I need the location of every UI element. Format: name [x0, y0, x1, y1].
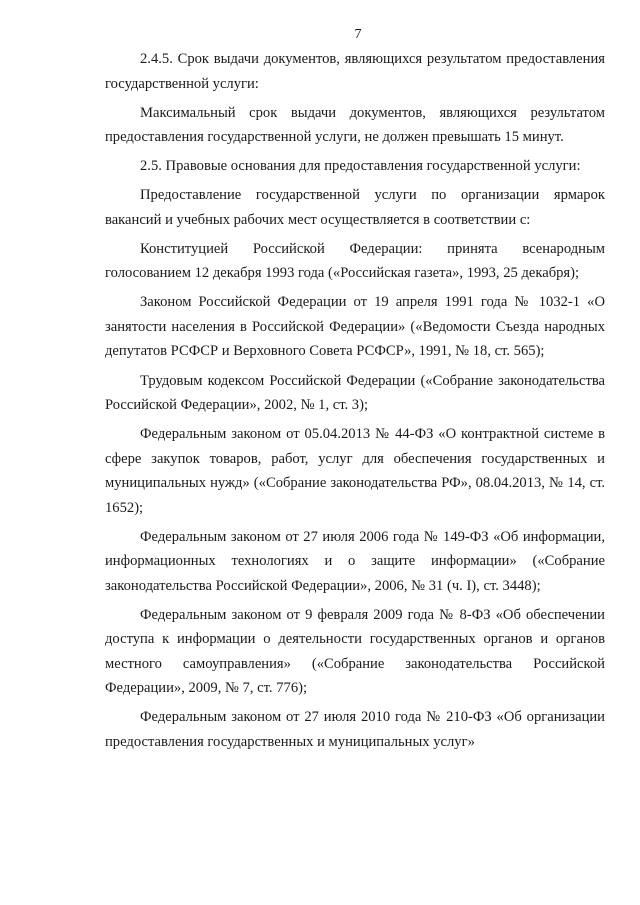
paragraph-2-5-heading: 2.5. Правовые основания для предоставления государственной услуги: [140, 158, 581, 175]
paragraph-legal-basis-intro: Предоставление государственной услуги по организации ярмарок вакансий и учебных рабочих мест осуществляется в соответствии с: [105, 187, 605, 228]
paragraph-max-issue-time: Максимальный срок выдачи документов, являющихся результатом предоставления государственной услуги, не должен превышать 15 минут. [105, 104, 605, 146]
paragraph-210-fz: Федеральным законом от 27 июля 2010 года № 210-ФЗ «Об организации предоставления государственных и муниципальных услуг» [105, 709, 605, 750]
paragraph-employment-law: Законом Российской Федерации от 19 апреля 1991 года № 1032-1 «О занятости населения в Российской Федерации» («Ведомости Съезда народных депутатов РСФСР и Верховного Совета РСФСР», 1991, № 18, ст. 565); [105, 294, 605, 360]
paragraph-constitution: Конституцией Российской Федерации: принята всенародным голосованием 12 декабря 1993 года («Российская газета», 1993, 25 декабря); [105, 240, 605, 282]
page-number: 7 [354, 27, 362, 42]
paragraph-2-4-5-heading: 2.4.5. Срок выдачи документов, являющихся результатом предоставления государственной услуги: [105, 51, 605, 92]
document-body [105, 47, 605, 759]
paragraph-149-fz: Федеральным законом от 27 июля 2006 года № 149-ФЗ «Об информации, информационных технологиях и о защите информации» («Собрание законодательства Российской Федерации», 2006, № 31 (ч. I), ст. 3448); [105, 528, 605, 594]
paragraph-labour-code: Трудовым кодексом Российской Федерации («Собрание законодательства Российской Федерации», 2002, № 1, ст. 3); [105, 372, 605, 414]
paragraph-8-fz: Федеральным законом от 9 февраля 2009 года № 8-ФЗ «Об обеспечении доступа к информации о деятельности государственных органов и органов местного самоуправления» («Собрание законодательства Российской Федерации», 2009, № 7, ст. 776); [105, 606, 605, 697]
paragraph-44-fz: Федеральным законом от 05.04.2013 № 44-ФЗ «О контрактной системе в сфере закупок товаров, работ, услуг для обеспечения государственных и муниципальных нужд» («Собрание законодательства РФ», 08.04.2013, № 14, ст. 1652); [105, 426, 605, 516]
